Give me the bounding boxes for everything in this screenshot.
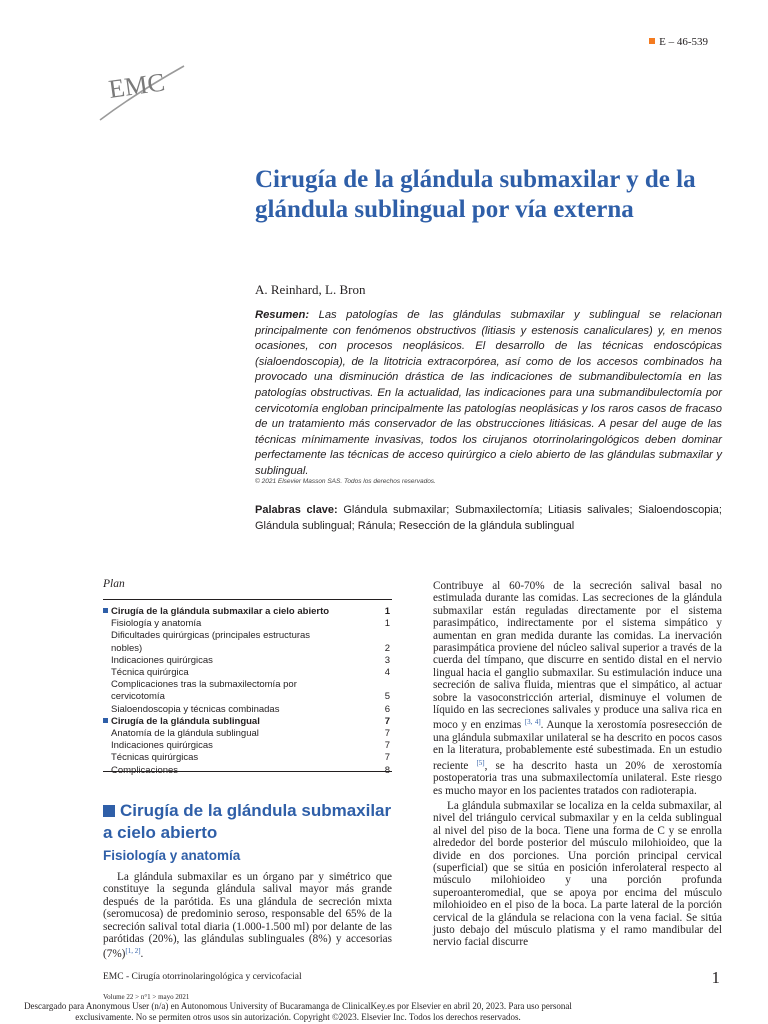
toc-item-text: Cirugía de la glándula submaxilar a cielo abierto: [111, 606, 330, 617]
plan-title: Plan: [103, 578, 125, 590]
toc-item[interactable]: [103, 630, 392, 654]
toc-item-text: Complicaciones: [111, 764, 179, 776]
toc-item[interactable]: [103, 752, 392, 764]
orange-square-icon: [649, 38, 655, 44]
toc-item-label: [103, 606, 329, 618]
document-code: [649, 36, 708, 48]
toc-item[interactable]: [103, 740, 392, 752]
plan-divider: [103, 599, 392, 600]
toc-item[interactable]: [103, 667, 392, 679]
toc-item-page: 7: [384, 727, 390, 739]
toc-item-page: 7: [384, 715, 390, 727]
toc-item-page: 1: [384, 618, 390, 630]
toc-item-text: Técnicas quirúrgicas: [111, 752, 199, 764]
toc-item-text: Fisiología y anatomía: [111, 618, 202, 630]
abstract-text: Las patologías de las glándulas submaxilar y sublingual se relacionan principalmente con fenómenos obstructivos (litiasis y estenosis canaliculares) y, en menos ocasiones, con procesos neoplásicos. El desarrollo de las técnicas endoscópicas (sialoendoscopia), de la litotricia extracorpórea, así como de los accesos combinados ha provocado una disminución drástica de las indicaciones de submandibulectomía en las patologías obstructivas. En la actualidad, las indicaciones para una submandibulectomía por cervicotomía engloban principalmente las patologías neoplásicas y los raros casos de fracaso de un tratamiento más conservador de las obstrucciones litiásicas. A pesar del auge de las técnicas mínimamente invasivas, todos los cirujanos otorrinolaringológicos deben dominar perfectamente las técnicas de acceso quirúrgico a cielo abierto de las glándulas submaxilar y sublingual.: [255, 309, 722, 477]
abstract: [255, 308, 722, 480]
toc-item-text: Cirugía de la glándula sublingual: [111, 715, 260, 727]
toc-item[interactable]: [103, 606, 392, 618]
toc-item[interactable]: [103, 655, 392, 667]
paragraph-text: , se ha descrito hasta un 20% de xerostomía postoperatoria tras una submaxilectomía unilateral. Este riesgo es mucho mayor en los pacientes tratados con radioterapia.: [433, 759, 722, 797]
citation-ref[interactable]: [5]: [476, 758, 485, 767]
page-number: 1: [711, 968, 720, 987]
toc-item-text: Anatomía de la glándula sublingual: [111, 727, 259, 739]
footer-volume: Volume 22 > n°1 > mayo 2021: [103, 993, 190, 1001]
table-of-contents: [103, 606, 392, 777]
toc-item-label: [111, 740, 213, 752]
toc-item-text: Indicaciones quirúrgicas: [111, 740, 213, 752]
keywords-text: Glándula submaxilar; Submaxilectomía; Litiasis salivales; Sialoendoscopia; Glándula sublingual; Ránula; Resección de la glándula sublingual: [255, 504, 722, 532]
toc-bullet-icon: [103, 718, 108, 723]
document-code-text: E – 46-539: [659, 36, 708, 48]
toc-item[interactable]: [103, 728, 392, 740]
paragraph-text: . Aunque la xerostomía posresección de una glándula submaxilar unilateral se ha descrito en pocos casos en la literatura, probablemente esté subestimada. En un estudio reciente: [433, 719, 722, 772]
subsection-heading: Fisiología y anatomía: [103, 848, 241, 863]
toc-item-label: [111, 728, 259, 740]
citation-ref[interactable]: [3, 4]: [524, 718, 541, 727]
toc-item-text: Técnica quirúrgica: [111, 666, 189, 678]
svg-text:EMC: EMC: [106, 67, 167, 104]
toc-item-page: 1: [384, 606, 390, 617]
toc-item-page: 8: [384, 764, 390, 776]
footer-journal: EMC - Cirugía otorrinolaringológica y cervicofacial: [103, 972, 302, 982]
toc-item-text: Indicaciones quirúrgicas: [111, 654, 213, 666]
toc-item-label: [111, 704, 279, 716]
citation-ref[interactable]: [1, 2]: [125, 947, 141, 956]
body-column-2: [433, 580, 722, 949]
toc-item-page: 2: [384, 642, 390, 654]
toc-item-page: 7: [384, 752, 390, 764]
toc-item-page: 6: [384, 703, 390, 715]
toc-item-label: [103, 716, 260, 728]
toc-item-label: [111, 679, 331, 703]
body-paragraph: [433, 580, 722, 797]
toc-item[interactable]: [103, 704, 392, 716]
body-paragraph: La glándula submaxilar se localiza en la celda submaxilar, al nivel del triángulo cervical submaxilar y en la celda sublingual al nivel del piso de la boca. Tiene una forma de C y se enrolla alrededor del borde posterior del músculo milohioideo, que la divide en dos porciones. Una porción principal cervical (superficial) que se sitúa en posición inferolateral respecto al músculo milohioideo y una porción profunda superoanteromedial, que se apoya por encima del músculo milohioideo en el piso de la boca. La parte lateral de la porción cervical de la glándula se relaciona con la vena facial. Se sitúa justo debajo del músculo platisma y el ramo mandibular del nervio facial discurre: [433, 799, 722, 949]
abstract-label: Resumen:: [255, 309, 310, 321]
section-heading: [103, 800, 403, 844]
toc-item-page: 7: [384, 740, 390, 752]
toc-item-label: [111, 655, 213, 667]
paragraph-text: Contribuye al 60-70% de la secreción salival basal no estimulada durante las comidas. Las secreciones de la glándula submaxilar están reguladas directamente por el sistema parasimpático, indirectamente por el sistema simpático y aumentan en gran medida durante las comidas. La inervación parasimpática proviene del núcleo salival superior a través de la cuerda del tímpano, que discurre en sentido distal en el nervio lingual hacia el ganglio submaxilar. Su estimulación induce una secreción de saliva fluida, mientras que el simpático, al actuar sobre la vasoconstricción arterial, disminuye el volumen de líquido en las secreciones salivales y produce una saliva rica en moco y en enzimas: [433, 580, 722, 732]
section-bullet-icon: [103, 805, 115, 817]
body-paragraph-col1: La glándula submaxilar es un órgano par y simétrico que constituye la segunda glándula salival mayor más grande después de la parótida. Es una glándula de secreción mixta (seromucosa) de predominio seroso, responsable del 65% de la secreción salival total diaria (1.000-1.500 ml) por delante de las parótidas (20%), las glándulas sublinguales (8%) y accesorias (7%)[1, 2].: [103, 871, 392, 961]
emc-logo: [96, 58, 186, 128]
toc-item-label: [111, 752, 198, 764]
section-heading-text: Cirugía de la glándula submaxilar a cielo abierto: [103, 801, 392, 842]
download-notice: Descargado para Anonymous User (n/a) en Autonomous University of Bucaramanga de ClinicalKey.es por Elsevier en abril 20, 2023. Para uso personal exclusivamente. No se permiten otros usos sin autorización. Copyright ©2023. Elsevier Inc. Todos los derechos reservados.: [24, 1001, 572, 1022]
plan-divider-bottom: [103, 771, 392, 772]
article-title: Cirugía de la glándula submaxilar y de la glándula sublingual por vía externa: [255, 166, 696, 223]
toc-item-page: 5: [384, 691, 390, 703]
toc-item-page: 4: [384, 666, 390, 678]
copyright: © 2021 Elsevier Masson SAS. Todos los derechos reservados.: [255, 478, 436, 485]
toc-item-label: [111, 667, 189, 679]
authors: A. Reinhard, L. Bron: [255, 282, 366, 297]
toc-item[interactable]: [103, 716, 392, 728]
toc-item-text: Complicaciones tras la submaxilectomía por cervicotomía: [111, 679, 297, 703]
toc-item-label: [111, 630, 331, 654]
toc-item[interactable]: [103, 679, 392, 703]
keywords-label: Palabras clave:: [255, 504, 338, 516]
toc-item[interactable]: [103, 618, 392, 630]
toc-item-text: Dificultades quirúrgicas (principales estructuras nobles): [111, 630, 311, 654]
toc-bullet-icon: [103, 608, 108, 613]
toc-item-label: [111, 618, 201, 630]
toc-item-page: 3: [384, 654, 390, 666]
toc-item-text: Sialoendoscopia y técnicas combinadas: [111, 703, 280, 715]
col1-paragraph-text: La glándula submaxilar es un órgano par y simétrico que constituye la segunda glándula salival mayor más grande después de la parótida. Es una glándula de secreción mixta (seromucosa) de predominio seroso, responsable del 65% de la secreción salival total diaria (1.000-1.500 ml) por delante de las parótidas (20%), las glándulas sublinguales (8%) y accesorias (7%): [103, 871, 392, 961]
keywords: [255, 503, 722, 534]
